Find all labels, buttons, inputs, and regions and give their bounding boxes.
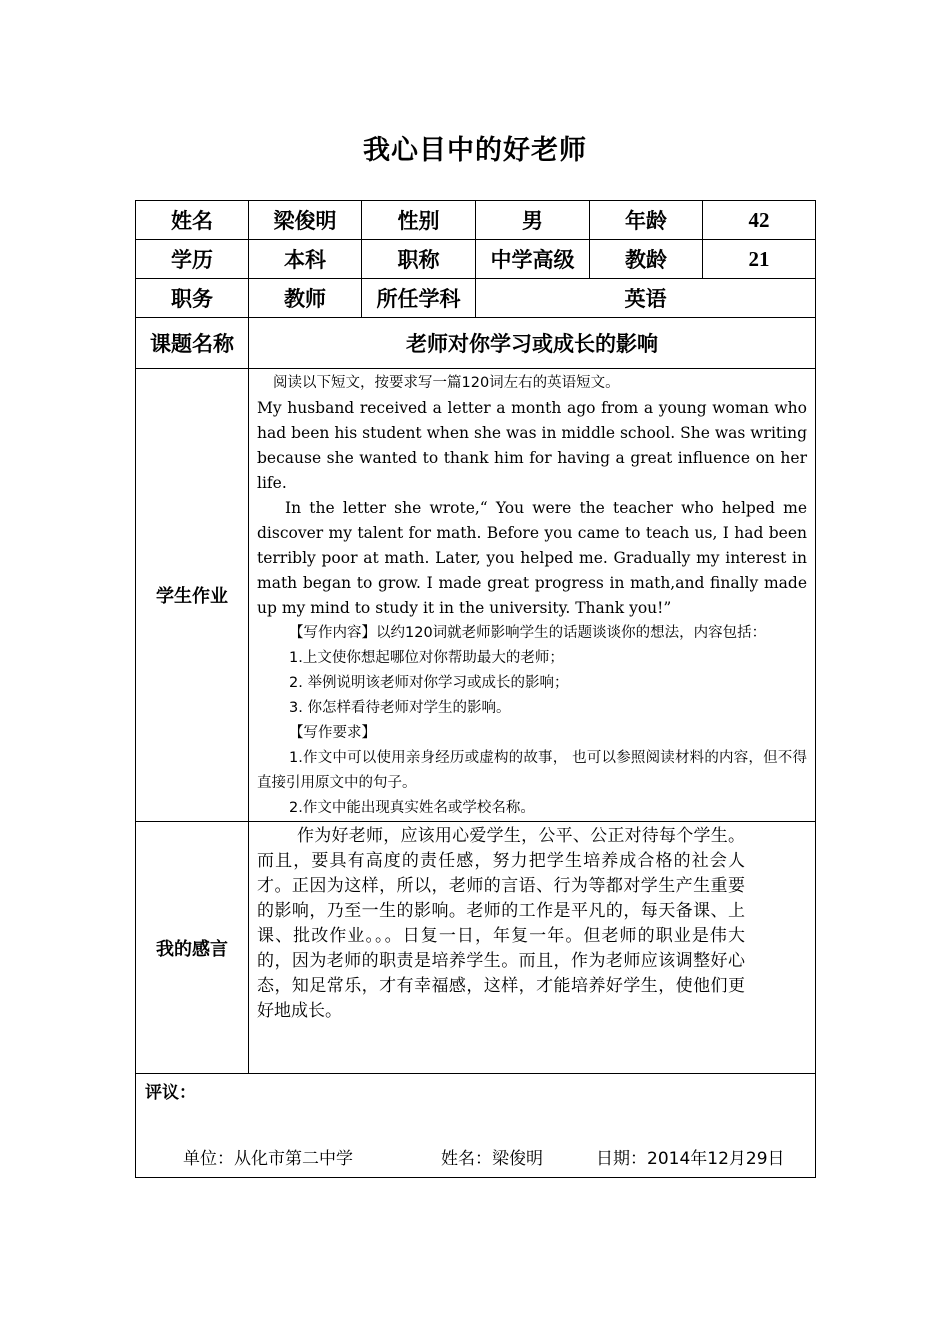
feelings-row	[136, 822, 816, 1074]
homework-requirements-title: 【写作要求】	[289, 725, 376, 741]
subject-value: 英语	[476, 279, 816, 318]
comments-label: 评议：	[145, 1083, 196, 1103]
rank-value: 中学高级	[476, 240, 590, 279]
teacher-info-form	[135, 200, 816, 1178]
homework-point-1: 1.上文使你想起哪位对你帮助最大的老师；	[289, 650, 564, 666]
homework-content-task: 【写作内容】以约120词就老师影响学生的话题谈谈你的想法，内容包括：	[289, 625, 767, 641]
education-label: 学历	[136, 240, 249, 279]
gender-value: 男	[476, 201, 590, 240]
position-label: 职务	[136, 279, 249, 318]
topic-row	[136, 318, 816, 369]
homework-requirement-1: 1.作文中可以使用亲身经历或虚构的故事， 也可以参照阅读材料的内容，但不得直接引用原文中的句子。	[257, 750, 807, 791]
age-value: 42	[703, 201, 816, 240]
subject-label: 所任学科	[362, 279, 476, 318]
unit-text: 单位：从化市第二中学	[183, 1149, 353, 1169]
homework-point-3: 3. 你怎样看待老师对学生的影响。	[289, 700, 511, 716]
gender-label: 性别	[362, 201, 476, 240]
age-label: 年龄	[590, 201, 703, 240]
homework-row	[136, 369, 816, 822]
comments-cell	[136, 1074, 816, 1178]
homework-passage-1: My husband received a letter a month ago from a young woman who had been his student when she was in middle school. She was writing because she wanted to thank him for having a great influence on her life.	[257, 399, 807, 492]
homework-content	[249, 369, 816, 822]
info-row-2	[136, 240, 816, 279]
homework-intro: 阅读以下短文，按要求写一篇120词左右的英语短文。	[273, 375, 620, 391]
homework-requirement-2: 2.作文中能出现真实姓名或学校名称。	[289, 800, 535, 816]
info-row-1	[136, 201, 816, 240]
topic-label: 课题名称	[136, 318, 249, 369]
name-value: 梁俊明	[249, 201, 362, 240]
page-title: 我心目中的好老师	[363, 135, 587, 166]
feelings-text: 作为好老师，应该用心爱学生，公平、公正对待每个学生。而且，要具有高度的责任感，努力把学生培养成合格的社会人才。正因为这样，所以，老师的言语、行为等都对学生产生重要的影响，乃至一生的影响。老师的工作是平凡的，每天备课、上课、批改作业。。。日复一日，年复一年。但老师的职业是伟大的，因为老师的职责是培养学生。而且，作为老师应该调整好心态，知足常乐，才有幸福感，这样，才能培养好学生，使他们更好地成长。	[257, 826, 745, 1021]
name-label: 姓名	[136, 201, 249, 240]
position-value: 教师	[249, 279, 362, 318]
feelings-label: 我的感言	[136, 822, 249, 1074]
date-text: 日期：2014年12月29日	[596, 1149, 785, 1169]
homework-label: 学生作业	[136, 369, 249, 822]
education-value: 本科	[249, 240, 362, 279]
rank-label: 职称	[362, 240, 476, 279]
teaching-years-label: 教龄	[590, 240, 703, 279]
homework-passage-2: In the letter she wrote,“ You were the teacher who helped me discover my talent for math. Before you came to teach us, I had been terribly poor at math. Later, you helped me. Gradually my interest in math began to grow. I made great progress in math,and finally made up my mind to study it in the university. Thank you!”	[257, 499, 807, 617]
homework-point-2: 2. 举例说明该老师对你学习或成长的影响；	[289, 675, 569, 691]
info-row-3	[136, 279, 816, 318]
topic-value: 老师对你学习或成长的影响	[249, 318, 816, 369]
teaching-years-value: 21	[703, 240, 816, 279]
comments-row	[136, 1074, 816, 1178]
signer-text: 姓名：梁俊明	[441, 1149, 543, 1169]
feelings-content	[249, 822, 816, 1074]
